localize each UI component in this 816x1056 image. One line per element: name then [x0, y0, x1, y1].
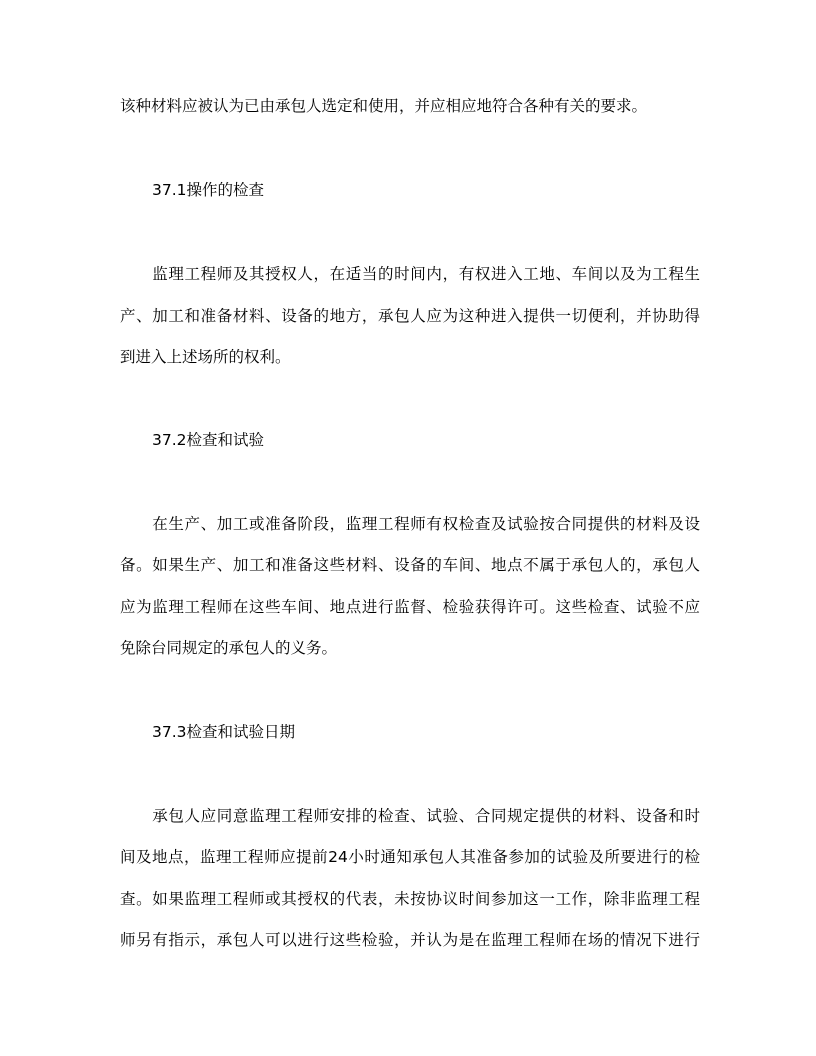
section-37-1-line-3: 到进入上述场所的权利。 — [120, 348, 291, 366]
section-37-2-line-1: 在生产、加工或准备阶段，监理工程师有权检查及试验按合同提供的材料及设 — [120, 515, 700, 533]
section-37-1-line-1: 监理工程师及其授权人，在适当的时间内，有权进入工地、车间以及为工程生 — [120, 265, 700, 283]
section-37-3-line-4: 师另有指示，承包人可以进行这些检验，并认为是在监理工程师在场的情况下进行 — [120, 931, 700, 949]
section-heading-37-3: 37.3检查和试验日期 — [152, 723, 296, 741]
intro-line: 该种材料应被认为已由承包人选定和使用，并应相应地符合各种有关的要求。 — [120, 97, 648, 115]
section-37-3-line-2: 间及地点，监理工程师应提前24小时通知承包人其准备参加的试验及所要进行的检 — [120, 848, 700, 866]
section-37-1-line-2: 产、加工和准备材料、设备的地方，承包人应为这种进入提供一切便利，并协助得 — [120, 307, 700, 325]
section-37-3-line-1: 承包人应同意监理工程师安排的检查、试验、合同规定提供的材料、设备和时 — [120, 807, 700, 825]
section-37-2-line-4: 免除台同规定的承包人的义务。 — [120, 639, 338, 657]
section-heading-37-1: 37.1操作的检查 — [152, 181, 265, 199]
section-heading-37-2: 37.2检查和试验 — [152, 431, 265, 449]
section-37-3-line-3: 查。如果监理工程师或其授权的代表，未按协议时间参加这一工作，除非监理工程 — [120, 890, 700, 908]
section-37-2-line-3: 应为监理工程师在这些车间、地点进行监督、检验获得许可。这些检查、试验不应 — [120, 598, 700, 616]
section-37-2-line-2: 备。如果生产、加工和准备这些材料、设备的车间、地点不属于承包人的，承包人 — [120, 556, 700, 574]
